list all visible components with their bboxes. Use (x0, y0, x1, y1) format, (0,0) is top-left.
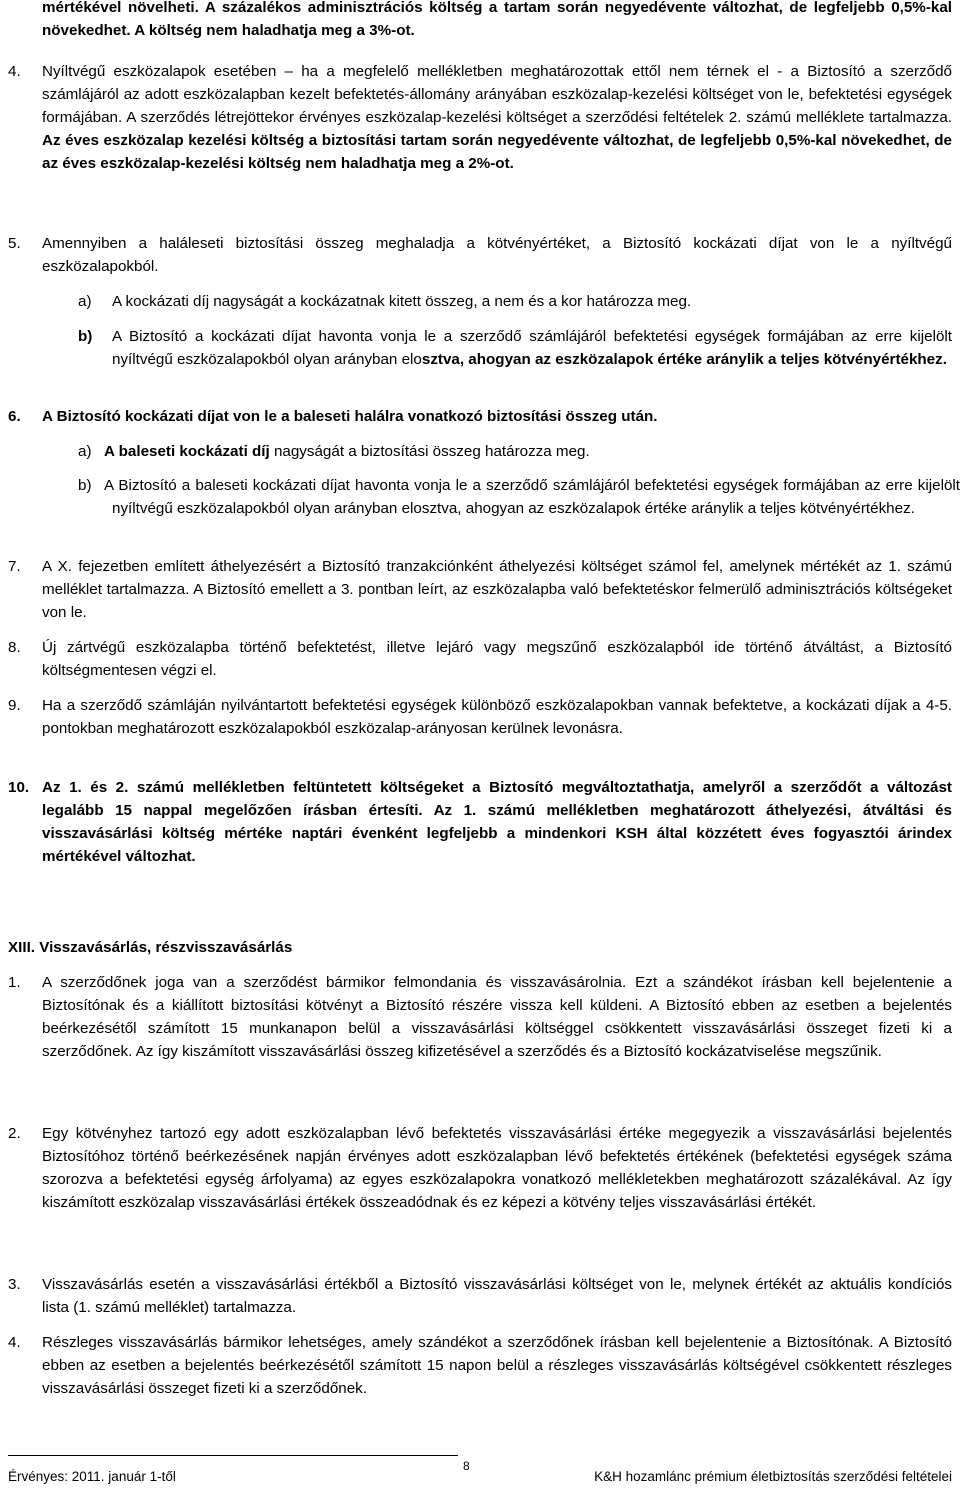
section-item-4-text: Részleges visszavásárlás bármikor lehetséges, amely szándékot a szerződőnek írásban kell bejelentenie a Biztosítónak. A Biztosító ebben az esetben a bejelentés beérkezésétől számított 15 napon belül a részleges visszavásárlás költségével csökkentett részleges visszavásárlási összeget fizeti ki a szerződőnek. (42, 1334, 952, 1397)
section-item-1-number: 1. (8, 974, 21, 991)
item-7-text: A X. fejezetben említett áthelyezésért a Biztosító tranzakciónként áthelyezési költséget számol fel, amelynek mértékét az 1. számú melléklet tartalmazza. A Biztosító emellett a 3. pontban leírt, az eszközalapba való befektetéskor felmerülő adminisztrációs költségeket von le. (42, 558, 952, 621)
item-6b-text: A Biztosító a baleseti kockázati díjat havonta vonja le a szerződő számlájáról befektetési egységek formájában az erre kijelölt nyíltvégű eszközalapokból olyan arányban elosztva, ahogyan az eszközalapok értéke aránylik a teljes kötvényértékhez. (104, 477, 960, 517)
item-5b-label: b) (78, 328, 93, 345)
section-title-text: XIII. Visszavásárlás, részvisszavásárlás (8, 939, 293, 956)
footer-document-title: K&H hozamlánc prémium életbiztosítás szerződési feltételei (594, 1469, 952, 1484)
item-9 (42, 694, 952, 740)
item-6 (42, 405, 952, 428)
item-5b-bold-text: sztva, ahogyan az eszközalapok értéke aránylik a teljes kötvényértékhez. (421, 351, 947, 368)
item-5 (42, 232, 952, 278)
section-item-2-text: Egy kötvényhez tartozó egy adott eszközalapban lévő befektetés visszavásárlási értéke megegyezik a visszavásárlási bejelentés Biztosítóhoz történő beérkezésének napján érvényes adott eszközalapban lévő befektetés értékének (befektetési egységek száma szorozva a befektetési egység árfolyama) az egyes eszközalapokra vonatkozó mellékletekben meghatározott százalékával. Az így kiszámított eszközalap visszavásárlási értékek összeadódnak és ez képezi a kötvény teljes visszavásárlási értékét. (42, 1125, 952, 1211)
item-6a (104, 440, 952, 463)
section-item-3 (42, 1273, 952, 1319)
item-6-text: A Biztosító kockázati díjat von le a baleseti halálra vonatkozó biztosítási összeg után. (42, 408, 658, 425)
item-5-text: Amennyiben a haláleseti biztosítási összeg meghaladja a kötvényértéket, a Biztosító kockázati díjat von le a nyíltvégű eszközalapokból. (42, 235, 952, 275)
item-5a-text: A kockázati díj nagyságát a kockázatnak kitett összeg, a nem és a kor határozza meg. (112, 293, 692, 310)
section-item-1 (42, 971, 952, 1063)
section-item-4 (42, 1331, 952, 1400)
item-9-number: 9. (8, 697, 21, 714)
item-5b-text: A Biztosító a kockázati díjat havonta vonja le a szerződő számlájáról befektetési egységek formájában az erre kijelölt nyíltvégű eszközalapokból olyan arányban elo (112, 328, 952, 368)
item-8 (42, 636, 952, 682)
item-6a-bold-text: A baleseti kockázati díj (104, 443, 270, 460)
item-6a-label: a) (78, 443, 92, 460)
footer (8, 1459, 952, 1484)
footer-rule (8, 1455, 458, 1456)
section-item-2 (42, 1122, 952, 1214)
section-item-2-number: 2. (8, 1125, 21, 1142)
item-4-bold-text: Az éves eszközalap kezelési költség a biztosítási tartam során negyedévente változhat, de legfeljebb 0,5%-kal növekedhet, de az éves eszközalap-kezelési költség nem haladhatja meg a 2%-ot. (42, 132, 952, 172)
top-paragraph (42, 0, 952, 42)
item-5a-label: a) (78, 293, 92, 310)
item-5-number: 5. (8, 235, 21, 252)
top-paragraph-text: mértékével növelheti. A százalékos adminisztrációs költség a tartam során negyedévente változhat, de legfeljebb 0,5%-kal növekedhet. A költség nem haladhatja meg a 3%-ot. (42, 0, 952, 39)
item-6b (104, 474, 960, 520)
item-8-number: 8. (8, 639, 21, 656)
item-6a-text: nagyságát a biztosítási összeg határozza meg. (269, 443, 590, 460)
footer-validity: Érvényes: 2011. január 1-től (8, 1469, 176, 1484)
page-number: 8 (463, 1459, 470, 1473)
item-4 (42, 60, 952, 175)
section-item-1-text: A szerződőnek joga van a szerződést bármikor felmondania és visszavásárolnia. Ezt a szándékot írásban kell bejelentenie a Biztosítónak és a kiállított biztosítási kötvényt a Biztosító részére vissza kell küldeni. A Biztosító ebben az esetben a bejelentés beérkezésétől számított 15 munkanapon belül a visszavásárlási költséggel csökkentett visszavásárlási összeget fizeti ki a szerződőnek. Az így kiszámított visszavásárlási összeg kifizetésével a szerződés és a Biztosító kockázatviselése megszűnik. (42, 974, 952, 1060)
section-item-3-text: Visszavásárlás esetén a visszavásárlási értékből a Biztosító visszavásárlási költséget von le, melynek értékét az aktuális kondíciós lista (1. számú melléklet) tartalmazza. (42, 1276, 952, 1316)
section-item-4-number: 4. (8, 1334, 21, 1351)
item-7 (42, 555, 952, 624)
item-4-text: Nyíltvégű eszközalapok esetében – ha a megfelelő mellékletben meghatározottak ettől nem térnek el - a Biztosító a szerződő számlájáról az adott eszközalapban kezelt befektetés-állomány arányában eszközalap-kezelési költséget von le, befektetési egységek formájában. A szerződés létrejöttekor érvényes eszközalap-kezelési költséget a szerződési feltételek 2. számú melléklete tartalmazza. (42, 63, 952, 126)
item-10-text: Az 1. és 2. számú mellékletben feltüntetett költségeket a Biztosító megváltoztathatja, amelyről a szerződőt a változást legalább 15 nappal megelőzően írásban értesíti. Az 1. számú mellékletben meghatározott áthelyezési, átváltási és visszavásárlási költség mértéke naptári évenként legfeljebb a mindenkori KSH által közzétett éves fogyasztói árindex mértékével változhat. (42, 779, 952, 865)
item-10 (42, 776, 952, 868)
item-4-number: 4. (8, 63, 21, 80)
item-6-number: 6. (8, 408, 21, 425)
item-5b (112, 325, 952, 371)
section-title (8, 936, 952, 959)
item-5a (112, 290, 952, 313)
item-9-text: Ha a szerződő számláján nyilvántartott befektetési egységek különböző eszközalapokban vannak befektetve, a kockázati díjak a 4-5. pontokban meghatározott eszközalapokból eszközalap-arányosan kerülnek levonásra. (42, 697, 952, 737)
item-7-number: 7. (8, 558, 21, 575)
item-6b-label: b) (78, 477, 92, 494)
item-8-text: Új zártvégű eszközalapba történő befektetést, illetve lejáró vagy megszűnő eszközalapból ide történő átváltást, a Biztosító költségmentesen végzi el. (42, 639, 952, 679)
item-10-number: 10. (8, 779, 30, 796)
section-item-3-number: 3. (8, 1276, 21, 1293)
